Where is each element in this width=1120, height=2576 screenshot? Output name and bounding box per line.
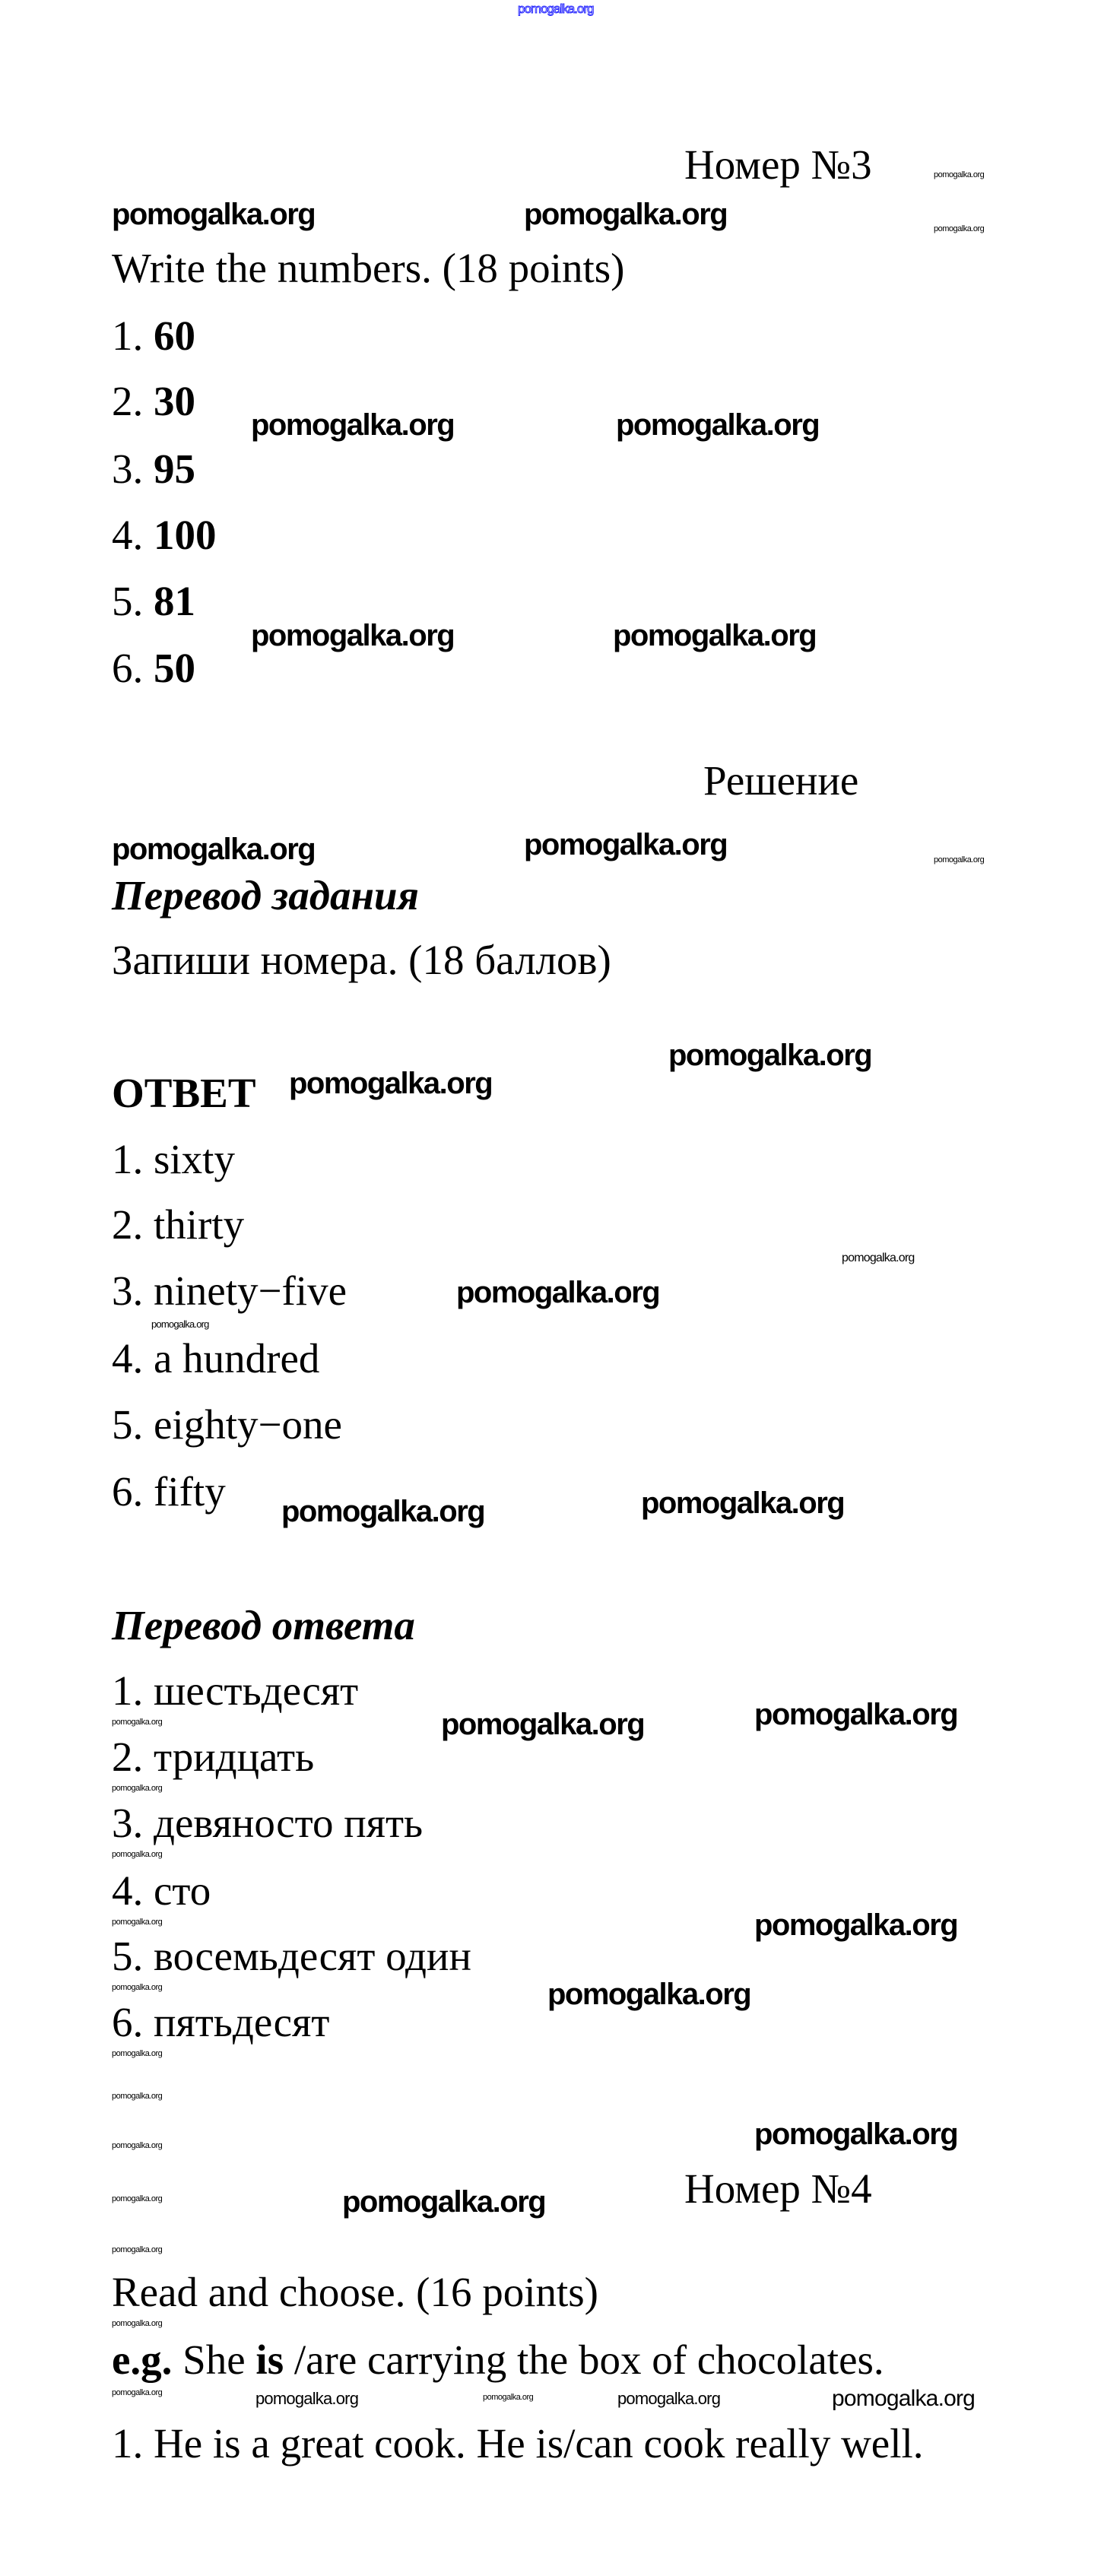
watermark: pomogalka.org: [112, 1850, 163, 1859]
watermark: pomogalka.org: [112, 2388, 163, 2397]
task3-instruction: Write the numbers. (18 points): [112, 245, 625, 291]
answer-translation-heading: Перевод ответа: [112, 1602, 415, 1648]
watermark: pomogalka.org: [112, 2319, 163, 2328]
example-label: e.g.: [112, 2336, 173, 2383]
watermark: pomogalka.org: [613, 619, 817, 652]
item-number: 6.: [112, 645, 154, 691]
watermark: pomogalka.org: [112, 1784, 163, 1793]
watermark: pomogalka.org: [281, 1495, 485, 1528]
task4-example: [112, 2336, 884, 2384]
watermark: pomogalka.org: [754, 2118, 958, 2151]
item-number: 1.: [112, 312, 154, 359]
item-number: 3.: [112, 446, 154, 492]
answer-item: 5. eighty−one: [112, 1401, 342, 1448]
answer-translation-item: 6. пятьдесят: [112, 1999, 330, 2045]
answer-item: 4. a hundred: [112, 1335, 320, 1382]
watermark: pomogalka.org: [754, 1908, 958, 1942]
watermark: pomogalka.org: [112, 833, 316, 866]
answer-heading: ОТВЕТ: [112, 1070, 256, 1116]
watermark: pomogalka.org: [934, 170, 985, 179]
item-value: 50: [154, 645, 195, 691]
answer-item: 6. fifty: [112, 1468, 226, 1515]
watermark: pomogalka.org: [112, 2194, 163, 2203]
watermark: pomogalka.org: [151, 1318, 209, 1330]
task3-heading: Номер №3: [684, 141, 872, 188]
watermark: pomogalka.org: [342, 2185, 546, 2219]
translation-heading: Перевод задания: [112, 872, 419, 918]
watermark: pomogalka.org: [456, 1276, 660, 1309]
watermark: pomogalka.org: [483, 2393, 534, 2402]
task-item: [112, 377, 195, 426]
watermark: pomogalka.org: [112, 2092, 163, 2101]
watermark: pomogalka.org: [251, 408, 455, 442]
item-number: 4.: [112, 512, 154, 558]
answer-item: 3. ninety−five: [112, 1267, 347, 1314]
task-item: [112, 511, 217, 560]
watermark: pomogalka.org: [754, 1698, 958, 1731]
watermark: pomogalka.org: [112, 2245, 163, 2254]
watermark: pomogalka.org: [641, 1486, 845, 1520]
task-item: [112, 577, 195, 626]
watermark: pomogalka.org: [524, 828, 728, 861]
item-value: 60: [154, 312, 195, 359]
watermark: pomogalka.org: [524, 198, 728, 231]
task4-heading: Номер №4: [684, 2165, 872, 2212]
answer-translation-item: 2. тридцать: [112, 1734, 315, 1780]
task-item: [112, 644, 195, 693]
example-choice: is: [255, 2336, 284, 2383]
example-text: /are carrying the box of chocolates.: [284, 2336, 884, 2383]
watermark: pomogalka.org: [668, 1039, 872, 1072]
top-watermark: pomogalka.org: [518, 2, 594, 16]
watermark: pomogalka.org: [934, 855, 985, 864]
watermark: pomogalka.org: [112, 198, 316, 231]
watermark: pomogalka.org: [832, 2386, 976, 2411]
watermark: pomogalka.org: [112, 1983, 163, 1992]
watermark: pomogalka.org: [441, 1708, 645, 1741]
watermark: pomogalka.org: [547, 1978, 751, 2011]
watermark: pomogalka.org: [112, 1918, 163, 1927]
task4-instruction: Read and choose. (16 points): [112, 2269, 598, 2315]
task-item: [112, 312, 195, 360]
item-value: 30: [154, 378, 195, 424]
watermark: pomogalka.org: [112, 2141, 163, 2150]
task-item: [112, 445, 195, 493]
watermark: pomogalka.org: [255, 2389, 359, 2408]
task4-item: 1. He is a great cook. He is/can cook really well.: [112, 2420, 924, 2467]
watermark: pomogalka.org: [289, 1067, 493, 1100]
answer-translation-item: 5. восемьдесят один: [112, 1933, 471, 1979]
answer-translation-item: 3. девяносто пять: [112, 1800, 424, 1846]
translation-text: Запиши номера. (18 баллов): [112, 937, 611, 983]
watermark: pomogalka.org: [616, 408, 820, 442]
watermark: pomogalka.org: [112, 1718, 163, 1727]
item-number: 5.: [112, 578, 154, 624]
example-text: She: [172, 2336, 256, 2383]
answer-item: 1. sixty: [112, 1136, 235, 1182]
answer-translation-item: 4. сто: [112, 1867, 211, 1914]
watermark: pomogalka.org: [842, 1252, 915, 1264]
answer-translation-item: 1. шестьдесят: [112, 1667, 359, 1714]
watermark: pomogalka.org: [251, 619, 455, 652]
item-value: 100: [154, 512, 217, 558]
item-value: 95: [154, 446, 195, 492]
solution-heading: Решение: [703, 757, 859, 804]
item-value: 81: [154, 578, 195, 624]
watermark: pomogalka.org: [617, 2389, 721, 2408]
answer-item: 2. thirty: [112, 1201, 245, 1248]
item-number: 2.: [112, 378, 154, 424]
watermark: pomogalka.org: [934, 224, 985, 233]
watermark: pomogalka.org: [112, 2049, 163, 2058]
